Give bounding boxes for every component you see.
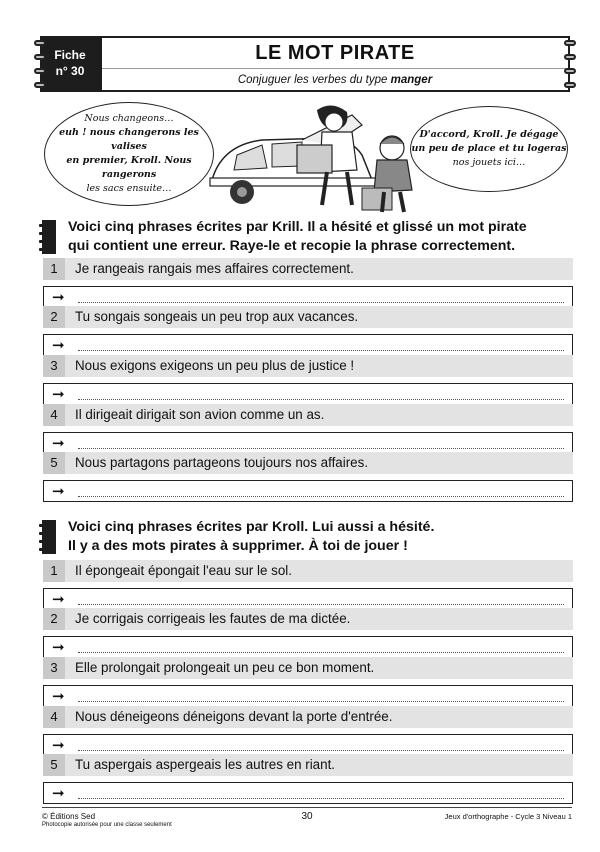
subtitle-verb: manger xyxy=(390,74,433,86)
fiche-label: Fiche xyxy=(54,48,86,62)
dotted-writing-line xyxy=(78,701,564,702)
sentence-text: Tu songais songeais un peu trop aux vacances. xyxy=(75,309,359,324)
arrow-icon: ➞ xyxy=(52,687,65,705)
spiral-ring-icon xyxy=(34,68,46,74)
instruction-line: Voici cinq phrases écrites par Krill. Il a hésité et glissé un mot pirate xyxy=(68,219,527,235)
fiche-badge xyxy=(40,36,100,92)
exercise-2-item-5 xyxy=(43,754,573,804)
instruction-line: Voici cinq phrases écrites par Kroll. Lui aussi a hésité. xyxy=(68,519,435,535)
illustration xyxy=(30,100,570,215)
item-number: 4 xyxy=(43,706,65,728)
sentence-row xyxy=(43,355,573,377)
page-footer xyxy=(42,807,572,837)
answer-line[interactable] xyxy=(43,334,573,356)
spiral-ring-icon xyxy=(564,40,576,46)
sentence-row xyxy=(43,404,573,426)
exercise-2-item-2 xyxy=(43,608,573,658)
arrow-icon: ➞ xyxy=(52,288,65,306)
dotted-writing-line xyxy=(78,652,564,653)
title-divider xyxy=(102,68,568,69)
sentence-text: Il épongeait épongait l'eau sur le sol. xyxy=(75,563,292,578)
exercise-2-item-1 xyxy=(43,560,573,610)
answer-line[interactable] xyxy=(43,685,573,707)
sentence-row xyxy=(43,560,573,582)
arrow-icon: ➞ xyxy=(52,590,65,608)
exercise-1-item-5 xyxy=(43,452,573,502)
speech-bubble-right xyxy=(410,106,568,192)
item-number: 5 xyxy=(43,452,65,474)
answer-line[interactable] xyxy=(43,383,573,405)
sentence-row xyxy=(43,452,573,474)
speech-bubble-left xyxy=(44,102,214,206)
instruction-line: qui contient une erreur. Raye-le et recopie la phrase correctement. xyxy=(68,238,516,254)
sentence-row xyxy=(43,657,573,679)
page-header xyxy=(40,36,570,92)
sentence-text: Je corrigais corrigeais les fautes de ma dictée. xyxy=(75,611,351,626)
sentence-text: Je rangeais rangais mes affaires correctement. xyxy=(75,261,354,276)
dotted-writing-line xyxy=(78,399,564,400)
answer-line[interactable] xyxy=(43,734,573,756)
sentence-text: Nous partagons partageons toujours nos affaires. xyxy=(75,455,369,470)
spiral-ring-icon xyxy=(564,68,576,74)
bubble-right-line: un peu de place et tu logeras xyxy=(411,143,567,154)
notebook-icon xyxy=(42,520,56,554)
arrow-icon: ➞ xyxy=(52,434,65,452)
arrow-icon: ➞ xyxy=(52,784,65,802)
instruction-line: Il y a des mots pirates à supprimer. À toi de jouer ! xyxy=(68,538,408,554)
item-number: 3 xyxy=(43,657,65,679)
item-number: 5 xyxy=(43,754,65,776)
bubble-left-line: euh ! nous changerons les valises xyxy=(59,127,199,152)
bubble-right-line: D'accord, Kroll. Je dégage xyxy=(419,129,559,140)
arrow-icon: ➞ xyxy=(52,736,65,754)
exercise-2-item-4 xyxy=(43,706,573,756)
sentence-row xyxy=(43,754,573,776)
exercise-1-item-4 xyxy=(43,404,573,454)
sentence-text: Nous déneigeons déneigons devant la porte d'entrée. xyxy=(75,709,393,724)
dotted-writing-line xyxy=(78,798,564,799)
page-number: 30 xyxy=(301,811,313,822)
answer-line[interactable] xyxy=(43,480,573,502)
arrow-icon: ➞ xyxy=(52,482,65,500)
collection-name: Jeux d'orthographe - Cycle 3 Niveau 1 xyxy=(444,812,572,821)
item-number: 2 xyxy=(43,608,65,630)
item-number: 1 xyxy=(43,258,65,280)
spiral-ring-icon xyxy=(34,54,46,60)
sentence-text: Elle prolongait prolongeait un peu ce bon moment. xyxy=(75,660,375,675)
bubble-left-line: Nous changeons… xyxy=(84,113,174,124)
copyright: © Éditions Sed xyxy=(42,812,96,821)
arrow-icon: ➞ xyxy=(52,336,65,354)
dotted-writing-line xyxy=(78,496,564,497)
bubble-right-line: nos jouets ici… xyxy=(452,157,526,168)
car-children-drawing xyxy=(202,100,432,215)
title-box xyxy=(100,36,570,92)
bubble-left-line: en premier, Kroll. Nous rangerons xyxy=(66,155,192,180)
spiral-ring-icon xyxy=(34,82,46,88)
answer-line[interactable] xyxy=(43,432,573,454)
subtitle-prefix: Conjuguer les verbes du type xyxy=(237,74,391,86)
arrow-icon: ➞ xyxy=(52,638,65,656)
fiche-number: n° 30 xyxy=(55,64,85,78)
item-number: 2 xyxy=(43,306,65,328)
item-number: 1 xyxy=(43,560,65,582)
item-number: 4 xyxy=(43,404,65,426)
photocopy-notice: Photocopie autorisée pour une classe seulement xyxy=(42,822,172,828)
sentence-row xyxy=(43,608,573,630)
exercise-1-item-2 xyxy=(43,306,573,356)
answer-line[interactable] xyxy=(43,782,573,804)
exercise-1-item-1 xyxy=(43,258,573,308)
dotted-writing-line xyxy=(78,350,564,351)
dotted-writing-line xyxy=(78,448,564,449)
notebook-icon xyxy=(42,220,56,254)
answer-line[interactable] xyxy=(43,636,573,658)
exercise-1-item-3 xyxy=(43,355,573,405)
sentence-text: Il dirigeait dirigait son avion comme un as. xyxy=(75,407,325,422)
dotted-writing-line xyxy=(78,750,564,751)
spiral-ring-icon xyxy=(34,40,46,46)
sentence-text: Tu aspergais aspergeais les autres en riant. xyxy=(75,757,336,772)
spiral-ring-icon xyxy=(564,82,576,88)
sentence-row xyxy=(43,258,573,280)
page-title: LE MOT PIRATE xyxy=(255,42,415,64)
bubble-left-line: les sacs ensuite… xyxy=(86,183,172,194)
answer-line[interactable] xyxy=(43,286,573,308)
dotted-writing-line xyxy=(78,604,564,605)
exercise-2-item-3 xyxy=(43,657,573,707)
sentence-text: Nous exigons exigeons un peu plus de justice ! xyxy=(75,358,355,373)
arrow-icon: ➞ xyxy=(52,385,65,403)
answer-line[interactable] xyxy=(43,588,573,610)
dotted-writing-line xyxy=(78,302,564,303)
page-subtitle xyxy=(102,74,568,86)
sentence-row xyxy=(43,706,573,728)
spiral-ring-icon xyxy=(564,54,576,60)
item-number: 3 xyxy=(43,355,65,377)
sentence-row xyxy=(43,306,573,328)
